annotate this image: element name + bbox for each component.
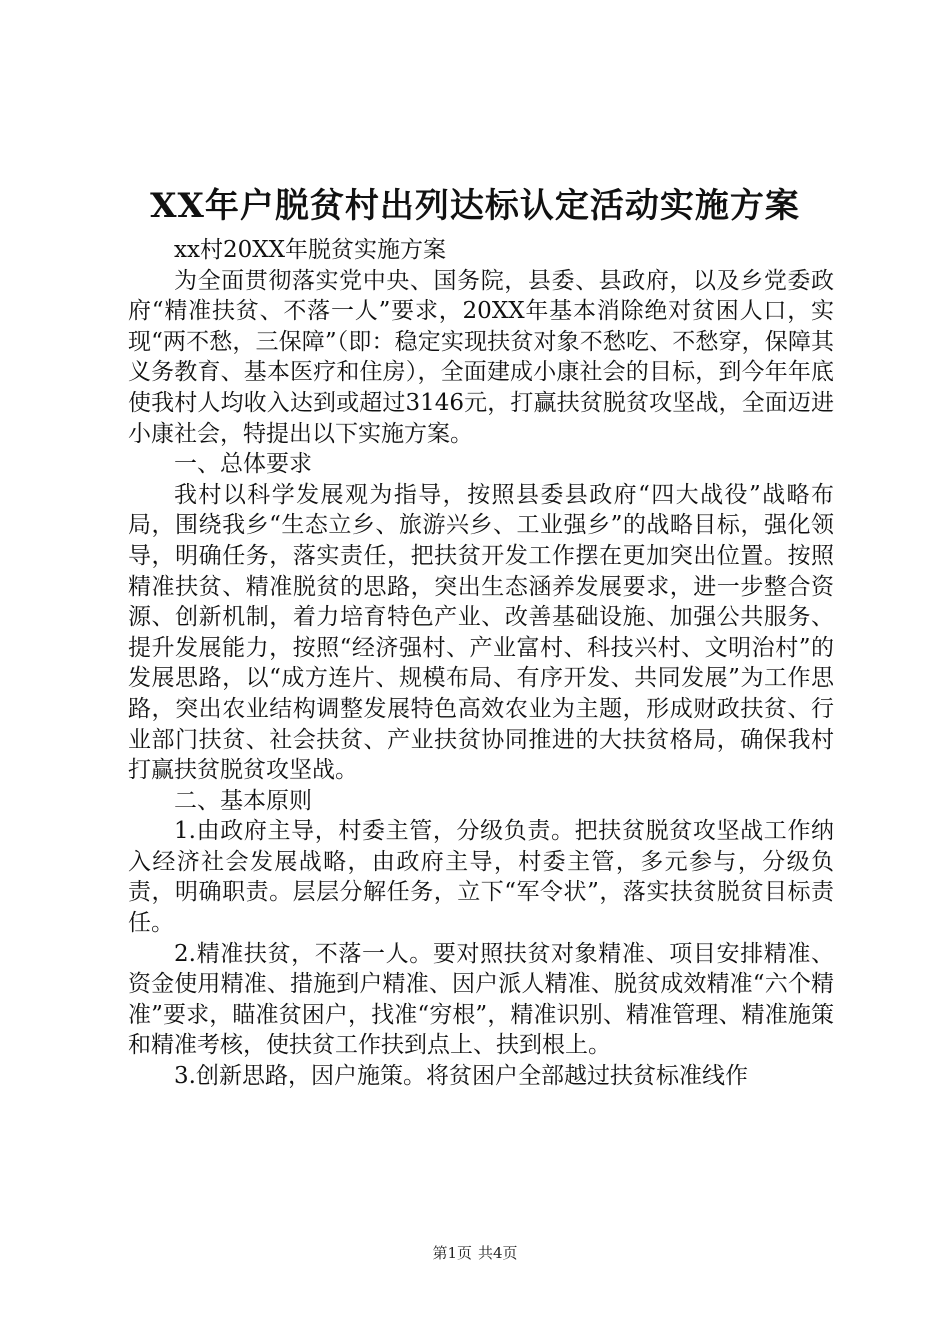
document-subtitle: xx村20XX年脱贫实施方案 bbox=[174, 237, 446, 263]
document-body bbox=[128, 235, 834, 1092]
document-title: XX年户脱贫村出列达标认定活动实施方案 bbox=[150, 186, 800, 226]
page-footer bbox=[0, 1243, 950, 1263]
section-heading-basic-principles: 二、基本原则 bbox=[174, 787, 312, 814]
principle-3-paragraph: 3.创新思路，因户施策。将贫困户全部越过扶贫标准线作 bbox=[174, 1063, 748, 1090]
principle-1-paragraph: 1.由政府主导，村委主管，分级负责。把扶贫脱贫攻坚战工作纳入经济社会发展战略，由政府主导，村委主管，多元参与，分级负责，明确职责。层层分解任务，立下“军令状”，落实扶贫脱贫目标责任。 bbox=[128, 818, 834, 937]
section-heading-overall-requirements: 一、总体要求 bbox=[174, 451, 312, 478]
overall-requirements-paragraph: 我村以科学发展观为指导，按照县委县政府“四大战役”战略布局，围绕我乡“生态立乡、旅游兴乡、工业强乡”的战略目标，强化领导，明确任务，落实责任，把扶贫开发工作摆在更加突出位置。按照精准扶贫、精准脱贫的思路，突出生态涵养发展要求，进一步整合资源、创新机制，着力培育特色产业、改善基础设施、加强公共服务、提升发展能力，按照“经济强村、产业富村、科技兴村、文明治村”的发展思路，以“成方连片、规模布局、有序开发、共同发展”为工作思路，突出农业结构调整发展特色高效农业为主题，形成财政扶贫、行业部门扶贫、社会扶贫、产业扶贫协同推进的大扶贫格局，确保我村打赢扶贫脱贫攻坚战。 bbox=[128, 481, 834, 784]
page-total: 共4页 bbox=[478, 1244, 518, 1262]
page-number: 第1页 bbox=[432, 1244, 472, 1262]
intro-paragraph: 为全面贯彻落实党中央、国务院，县委、县政府，以及乡党委政府“精准扶贫、不落一人”要求，20XX年基本消除绝对贫困人口，实现“两不愁，三保障”（即：稳定实现扶贫对象不愁吃、不愁穿，保障其义务教育、基本医疗和住房），全面建成小康社会的目标，到今年年底使我村人均收入达到或超过3146元，打赢扶贫脱贫攻坚战，全面迈进小康社会，特提出以下实施方案。 bbox=[128, 267, 834, 447]
principle-2-paragraph: 2.精准扶贫，不落一人。要对照扶贫对象精准、项目安排精准、资金使用精准、措施到户精准、因户派人精准、脱贫成效精准“六个精准”要求，瞄准贫困户，找准“穷根”，精准识别、精准管理、精准施策和精准考核，使扶贫工作扶到点上、扶到根上。 bbox=[128, 940, 834, 1059]
